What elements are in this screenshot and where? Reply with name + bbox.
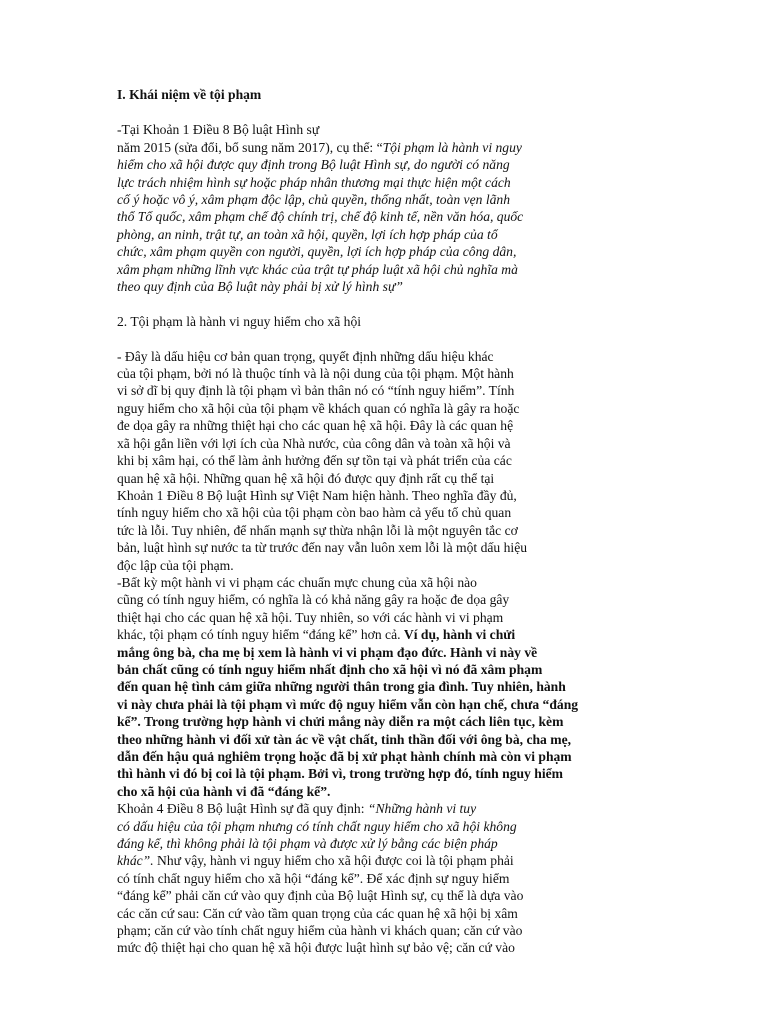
spacer	[117, 330, 657, 347]
text-run: mắng ông bà, cha mẹ bị xem là hành vi vi phạm đạo đức. Hành vi này về	[117, 644, 538, 660]
text-run: mức độ thiệt hại cho quan hệ xã hội được luật hình sự bảo vệ; căn cứ vào	[117, 940, 515, 956]
text-run: xã hội gắn liền với lợi ích của Nhà nước, của công dân và toàn xã hội và	[117, 435, 511, 451]
text-run: lực trách nhiệm hình sự hoặc pháp nhân thương mại thực hiện một cách	[117, 174, 511, 190]
text-line	[117, 609, 657, 626]
text-run: có dấu hiệu của tội phạm nhưng có tính chất nguy hiểm cho xã hội không	[117, 818, 517, 834]
text-run: tức là lỗi. Tuy nhiên, để nhấn mạnh sự thừa nhận lỗi là một nguyên tắc cơ	[117, 522, 518, 538]
text-run: tính nguy hiểm cho xã hội của tội phạm còn bao hàm cả yếu tố chủ quan	[117, 505, 512, 521]
text-line	[117, 226, 657, 243]
spacer	[117, 295, 657, 312]
section-1-body	[117, 121, 657, 295]
text-line	[117, 348, 657, 365]
text-line	[117, 243, 657, 260]
text-run: vi sở dĩ bị quy định là tội phạm vì bản thân nó có “tính nguy hiểm”. Tính	[117, 383, 515, 399]
text-line	[117, 800, 657, 817]
text-run: Tội phạm là hành vi nguy	[382, 139, 522, 155]
text-line	[117, 574, 657, 591]
text-line	[117, 504, 657, 521]
text-run: độc lập của tội phạm.	[117, 557, 234, 573]
text-run: đe dọa gây ra những thiệt hại cho các quan hệ xã hội. Đây là các quan hệ	[117, 418, 514, 434]
text-run: bản chất cũng có tính nguy hiểm nhất định cho xã hội vì nó đã xâm phạm	[117, 661, 543, 677]
text-run: kể”. Trong trường hợp hành vi chửi mắng này diễn ra một cách liên tục, kèm	[117, 714, 564, 730]
text-line	[117, 939, 657, 956]
text-run: chức, xâm phạm quyền con người, quyền, lợi ích hợp pháp của công dân,	[117, 244, 517, 260]
section-1-heading: I. Khái niệm về tội phạm	[117, 87, 262, 102]
text-line	[117, 835, 657, 852]
text-line	[117, 731, 657, 748]
text-line	[117, 417, 657, 434]
text-line	[117, 435, 657, 452]
text-line	[117, 121, 657, 138]
text-line	[117, 818, 657, 835]
text-run: khác”.	[117, 853, 154, 869]
text-run: phạm; căn cứ vào tính chất nguy hiểm của hành vi khách quan; căn cứ vào	[117, 923, 523, 939]
spacer	[117, 103, 657, 121]
text-run: xâm phạm những lĩnh vực khác của trật tự pháp luật xã hội chủ nghĩa mà	[117, 261, 518, 277]
text-run: theo những hành vi đối xử tàn ác về vật chất, tinh thần đối với ông bà, cha mẹ,	[117, 731, 572, 747]
text-run: cho xã hội của hành vi đã “đáng kể”.	[117, 783, 331, 799]
text-line	[117, 887, 657, 904]
text-line	[117, 365, 657, 382]
section-2-body	[117, 348, 657, 957]
text-run: đáng kể, thì không phải là tội phạm và được xử lý bằng các biện pháp	[117, 836, 498, 852]
text-line	[117, 539, 657, 556]
text-line	[117, 644, 657, 661]
text-line	[117, 487, 657, 504]
text-line	[117, 591, 657, 608]
text-run: thổ Tổ quốc, xâm phạm chế độ chính trị, chế độ kinh tế, nền văn hóa, quốc	[117, 209, 524, 225]
text-line	[117, 713, 657, 730]
text-run: vi này chưa phải là tội phạm vì mức độ nguy hiểm vẫn còn hạn chế, chưa “đáng	[117, 696, 579, 712]
text-run: các căn cứ sau: Căn cứ vào tầm quan trọng của các quan hệ xã hội bị xâm	[117, 905, 518, 921]
text-run: có tính chất nguy hiểm cho xã hội “đáng kể”. Để xác định sự nguy hiểm	[117, 870, 510, 886]
section-2-heading: 2. Tội phạm là hành vi nguy hiểm cho xã hội	[117, 313, 362, 329]
text-line	[117, 748, 657, 765]
text-run: thiệt hại cho các quan hệ xã hội. Tuy nhiên, so với các hành vi vi phạm	[117, 609, 504, 625]
text-line	[117, 191, 657, 208]
text-run: “đáng kể” phải căn cứ vào quy định của Bộ luật Hình sự, cụ thể là dựa vào	[117, 888, 524, 904]
text-line	[117, 452, 657, 469]
text-run: “Những hành vi tuy	[367, 801, 477, 817]
text-run: -Bất kỳ một hành vi vi phạm các chuẩn mực chung của xã hội nào	[117, 574, 477, 590]
text-run: thì hành vi đó bị coi là tội phạm. Bởi vì, trong trường hợp đó, tính nguy hiểm	[117, 766, 563, 782]
text-run: cố ý hoặc vô ý, xâm phạm độc lập, chủ quyền, thống nhất, toàn vẹn lãnh	[117, 192, 510, 208]
text-run: Ví dụ, hành vi chửi	[403, 627, 516, 643]
text-line	[117, 696, 657, 713]
text-line	[117, 522, 657, 539]
text-run: Khoản 4 Điều 8 Bộ luật Hình sự đã quy định:	[117, 801, 368, 817]
text-line	[117, 139, 657, 156]
text-run: phòng, an ninh, trật tự, an toàn xã hội, quyền, lợi ích hợp pháp của tổ	[117, 226, 498, 242]
text-run: khác, tội phạm có tính nguy hiểm “đáng kể” hơn cả.	[117, 627, 404, 643]
text-line	[117, 382, 657, 399]
text-run: cũng có tính nguy hiểm, có nghĩa là có khả năng gây ra hoặc đe dọa gây	[117, 592, 510, 608]
text-line	[117, 208, 657, 225]
text-line	[117, 783, 657, 800]
text-run: dẫn đến hậu quả nghiêm trọng hoặc đã bị xử phạt hành chính mà còn vi phạm	[117, 749, 572, 764]
text-run: Khoản 1 Điều 8 Bộ luật Hình sự Việt Nam hiện hành. Theo nghĩa đầy đủ,	[117, 487, 517, 503]
text-line	[117, 852, 657, 869]
document-page	[117, 86, 657, 957]
text-run: -Tại Khoản 1 Điều 8 Bộ luật Hình sự	[117, 122, 320, 138]
text-run: - Đây là dấu hiệu cơ bản quan trọng, quyết định những dấu hiệu khác	[117, 348, 494, 364]
text-run: Như vậy, hành vi nguy hiểm cho xã hội được coi là tội phạm phải	[153, 853, 514, 869]
text-line	[117, 557, 657, 574]
text-line	[117, 922, 657, 939]
text-run: quan hệ xã hội. Những quan hệ xã hội đó được quy định rất cụ thể tại	[117, 470, 495, 486]
text-line	[117, 905, 657, 922]
text-line	[117, 156, 657, 173]
text-run: của tội phạm, bởi nó là thuộc tính và là nội dung của tội phạm. Một hành	[117, 366, 514, 382]
text-run: năm 2015 (sửa đổi, bổ sung năm 2017), cụ thể: “	[117, 139, 383, 155]
text-run: khi bị xâm hại, có thể làm ảnh hưởng đến sự tồn tại và phát triển của các	[117, 453, 512, 469]
text-line	[117, 174, 657, 191]
text-run: bản, luật hình sự nước ta từ trước đến nay vẫn luôn xem lỗi là một dấu hiệu	[117, 540, 528, 556]
text-line	[117, 870, 657, 887]
text-line	[117, 278, 657, 295]
text-run: hiểm cho xã hội được quy định trong Bộ luật Hình sự, do người có năng	[117, 157, 510, 173]
text-line	[117, 626, 657, 643]
text-line	[117, 400, 657, 417]
text-run: nguy hiểm cho xã hội của tội phạm về khách quan có nghĩa là gây ra hoặc	[117, 400, 520, 416]
text-line	[117, 765, 657, 782]
text-line	[117, 678, 657, 695]
text-run: đến quan hệ tình cảm giữa những người thân trong gia đình. Tuy nhiên, hành	[117, 679, 566, 695]
text-run: theo quy định của Bộ luật này phải bị xử lý hình sự”	[117, 279, 403, 295]
text-line	[117, 470, 657, 487]
text-line	[117, 661, 657, 678]
text-line	[117, 261, 657, 278]
